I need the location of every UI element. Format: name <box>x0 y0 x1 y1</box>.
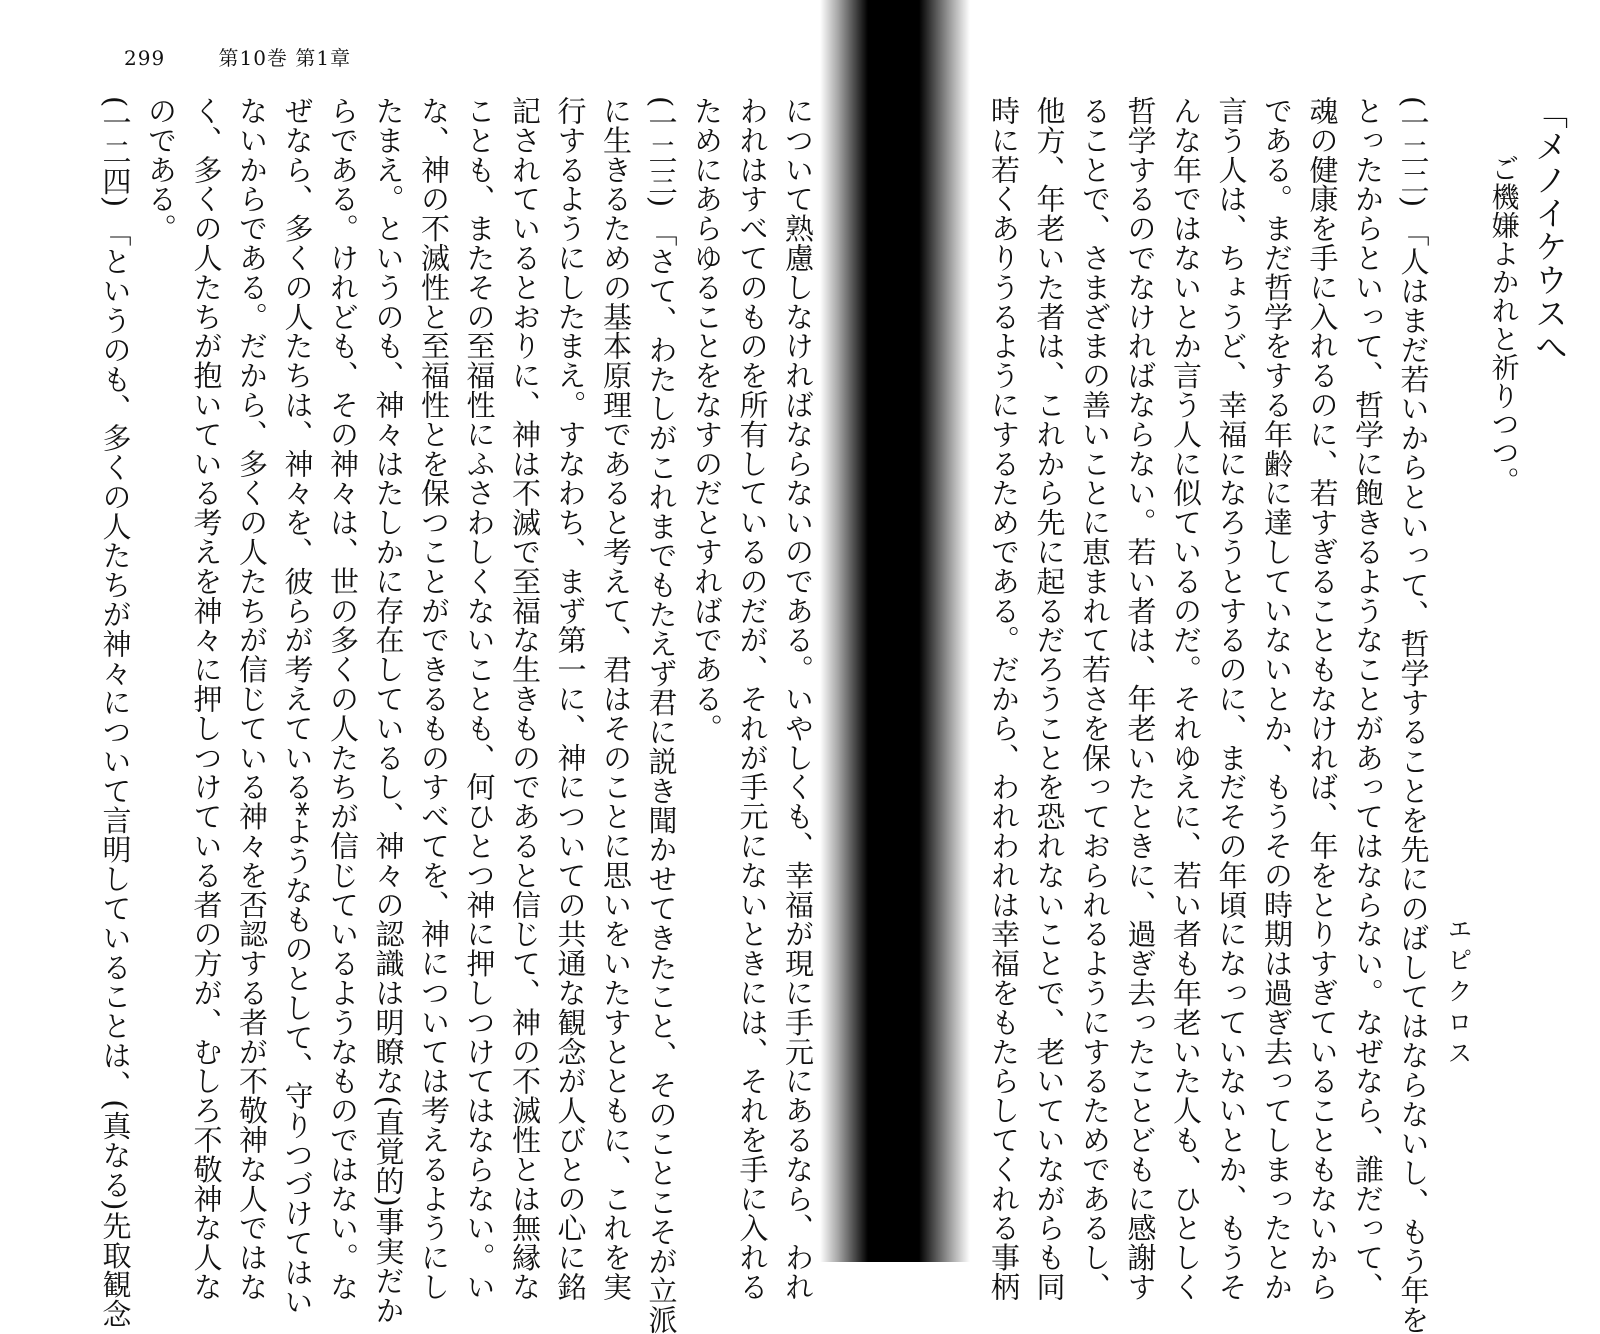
text-line: ぜなら、多くの人たちは、神々を、彼らが考えている*ようなものとして、守りつづけてはい <box>280 96 315 1317</box>
text-line: (一二三) 「さて、わたしがこれまでもたえず君に説き聞かせてきたこと、そのことこそが立派 <box>644 96 679 1334</box>
text-line: 行するようにしたまえ。すなわち、まず第一に、神についての共通な観念が人びとの心に銘 <box>553 96 588 1302</box>
right-page-text <box>972 96 1572 1334</box>
text-line: (一二四) 「というのも、多くの人たちが神々について言明していることは、(真なる)先取観念 <box>98 96 133 1329</box>
letter-subtitle: ご機嫌よかれと祈りつつ。 <box>1487 154 1521 495</box>
text-line: われはすべてのものを所有しているのだが、それが手元にないときには、それを手に入れる <box>735 96 770 1302</box>
text-line: ないからである。だから、多くの人たちが信じている神々を否認する者が不敬神な人ではな <box>235 96 269 1302</box>
text-line: である。まだ哲学をする年齢に達していないとか、もうその時期は過ぎ去ってしまったとか <box>1260 96 1294 1302</box>
text-line: ることで、さまざまの善いことに恵まれて若さを保っておられるようにするためであるし、 <box>1078 96 1112 1302</box>
text-line: (一二二) 「人はまだ若いからといって、哲学することを先にのばしてはならないし、もう年を <box>1396 96 1431 1334</box>
volume-label: 第10巻 <box>218 46 288 70</box>
text-line: に生きるための基本原理であると考えて、君はそのことに思いをいたすとともに、これを実 <box>599 96 633 1302</box>
text-line: 他方、年老いた者は、これから先に起るだろうことを恐れないことで、老いていながらも同 <box>1032 96 1067 1302</box>
author-name: エピクロス <box>1444 916 1473 1071</box>
text-line: たまえ。というのも、神々はたしかに存在しているし、神々の認識は明瞭な(直覚的)事実だか <box>371 96 406 1325</box>
text-line: ことも、またその至福性にふさわしくないことも、何ひとつ神に押しつけてはならない。い <box>462 96 497 1302</box>
text-line: 哲学するのでなければならない。若い者は、年老いたときに、過ぎ去ったことどもに感謝す <box>1123 96 1158 1302</box>
text-line: な、神の不滅性と至福性とを保つことができるものすべてを、神については考えるようにし <box>417 96 451 1302</box>
text-line: 言う人は、ちょうど、幸福になろうとするのに、まだその年頃になっていないとか、もうそ <box>1214 96 1249 1302</box>
left-page-text <box>98 96 820 1334</box>
text-line: のである。 <box>144 96 178 243</box>
text-line: 魂の健康を手に入れるのに、若すぎることもなければ、年をとりすぎていることもないから <box>1305 96 1340 1302</box>
text-line: ためにあらゆることをなすのだとすればである。 <box>690 96 724 743</box>
text-line: について熟慮しなければならないのである。いやしくも、幸福が現に手元にあるなら、われ <box>781 96 815 1302</box>
letter-title: 「メノイケウスへ <box>1530 96 1569 364</box>
text-line: く、多くの人たちが抱いている考えを神々に押しつけている者の方が、むしろ不敬神な人な <box>189 96 224 1302</box>
text-line: んな年ではないとか言う人に似ているのだ。それゆえに、若い者も年老いた人も、ひとしく <box>1169 96 1203 1302</box>
text-line: とったからといって、哲学に飽きるようなことがあってはならない。なぜなら、誰だって、 <box>1351 96 1385 1302</box>
book-gutter-shadow <box>820 0 970 1262</box>
text-line: 時に若くありうるようにするためである。だから、われわれは幸福をもたらしてくれる事柄 <box>987 96 1021 1302</box>
text-line: らである。けれども、その神々は、世の多くの人たちが信じているようなものではない。な <box>326 96 360 1302</box>
running-header <box>124 42 351 71</box>
chapter-label: 第1章 <box>295 46 352 70</box>
text-line: 記されているとおりに、神は不滅で至福な生きものであると信じて、神の不滅性とは無縁な <box>508 96 542 1302</box>
page-number: 299 <box>124 46 166 70</box>
right-page <box>960 0 1600 1334</box>
